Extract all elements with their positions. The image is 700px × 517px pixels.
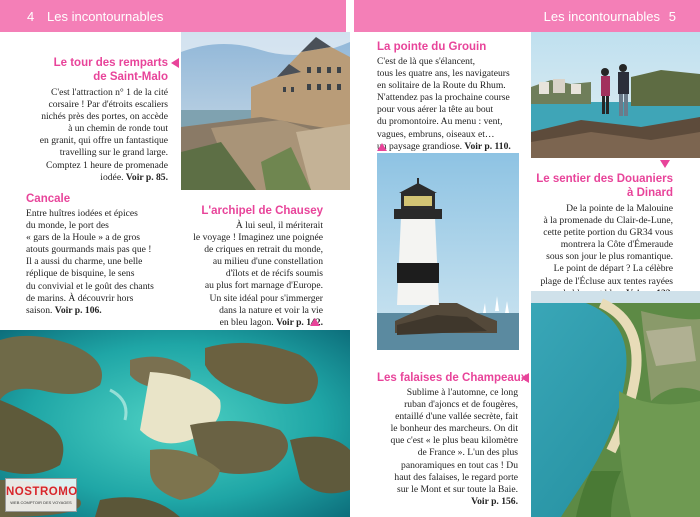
- body-line: haut des falaises, le regard porte: [394, 471, 518, 483]
- body-line: en solitaire de la Route du Rhum.: [377, 80, 506, 92]
- body-line: N'attendez pas la prochaine course: [377, 92, 510, 104]
- saint-malo-ramparts-photo: [181, 32, 350, 190]
- triangle-pointer-left-icon: [521, 373, 529, 383]
- coastal-path-illustration: [531, 32, 700, 158]
- body-line: C'est l'attraction n° 1 de la cité: [50, 87, 168, 98]
- lighthouse-illustration: [377, 153, 519, 350]
- watermark-tagline: WEB COMPTOIR DES VOYAGES: [10, 500, 72, 505]
- body-line: [176, 317, 323, 329]
- body-line: tous les quatre ans, les navigateurs: [377, 68, 510, 80]
- chausey-body: [176, 220, 323, 329]
- body-text: en bleu lagon.: [219, 316, 277, 328]
- body-line: à un chemin de ronde tout: [68, 123, 168, 135]
- body-line: de criques en retrait du monde,: [204, 244, 323, 256]
- body-line: que c'est « le plus beau kilomètre: [390, 435, 518, 447]
- douaniers-title-line2: à Dinard: [626, 187, 673, 199]
- body-line: Le point de départ ? La célèbre: [553, 263, 673, 275]
- body-line: plage de l'Écluse aux tentes rayées: [540, 275, 673, 287]
- body-line: C'est de là que s'élancent,: [377, 56, 476, 67]
- page-reference: Voir p. 156.: [471, 495, 518, 507]
- body-line: en granit, qui offre un fantastique: [39, 135, 168, 147]
- saint-malo-title: [10, 56, 168, 84]
- body-line: le bonheur des marcheurs. On dit: [390, 423, 518, 435]
- body-line: dans la nature et voir la vie: [219, 304, 323, 316]
- right-running-title: Les incontournables: [543, 9, 660, 24]
- body-line: de marins. À découvrir hors: [26, 292, 134, 304]
- page-reference: Voir p. 110.: [464, 140, 511, 152]
- page-reference: Voir p. 106.: [54, 304, 102, 316]
- body-line: Il a aussi du charme, une belle: [26, 256, 143, 268]
- triangle-pointer-down-icon: [660, 160, 670, 168]
- section-saint-malo: [10, 56, 168, 184]
- douaniers-body: [531, 203, 673, 300]
- triangle-pointer-up-icon: [310, 318, 320, 326]
- chausey-title: L'archipel de Chausey: [201, 205, 323, 217]
- body-line: De la pointe de la Malouine: [566, 203, 673, 214]
- body-line: travelling sur le grand large.: [59, 147, 168, 159]
- body-line: sur le Mont et sur toute la Baie.: [397, 483, 518, 495]
- body-line: au plus fort marnage d'Europe.: [204, 280, 323, 292]
- body-line: [26, 305, 186, 317]
- body-line: le voyage ! Imaginez une poignée: [193, 232, 323, 244]
- page-reference: Voir p. 142.: [276, 316, 323, 328]
- douaniers-title: [531, 172, 673, 200]
- triangle-pointer-left-icon: [171, 58, 179, 68]
- ramparts-illustration: [181, 32, 350, 190]
- section-cancale: [26, 192, 186, 317]
- body-line: Entre huîtres iodées et épices: [26, 208, 138, 219]
- body-line: Comptez 1 heure de promenade: [45, 159, 168, 171]
- body-line: Sublime à l'automne, ce long: [406, 387, 518, 398]
- triangle-pointer-up-icon: [377, 143, 387, 151]
- body-text: iodée.: [100, 171, 126, 183]
- body-line: sous son jour le plus romantique.: [546, 251, 673, 263]
- right-header-band: [354, 0, 700, 32]
- douaniers-title-line1: Le sentier des Douaniers: [536, 173, 673, 185]
- body-line: de France ». L'un des plus: [417, 447, 518, 459]
- cancale-title: Cancale: [26, 193, 71, 205]
- body-line: au milieu d'une constellation: [212, 256, 323, 268]
- body-line: [377, 141, 537, 153]
- left-page-number: 4: [27, 9, 35, 24]
- douaniers-hikers-photo: [531, 32, 700, 158]
- page-reference: Voir p. 85.: [125, 171, 168, 183]
- body-line: À lui seul, il mériterait: [235, 220, 323, 231]
- body-line: entaillé d'une vallée secrète, fait: [395, 411, 518, 423]
- body-line: vagues, embruns, oiseaux et…: [377, 128, 495, 140]
- body-line: réplique de bisquine, le sens: [26, 268, 135, 280]
- body-line: du monde, le port des: [26, 220, 109, 232]
- cliffs-illustration: [531, 291, 700, 517]
- right-page-number: 5: [668, 9, 676, 24]
- left-header-band: [0, 0, 346, 32]
- grouin-lighthouse-photo: [377, 153, 519, 350]
- section-douaniers: [531, 172, 673, 300]
- saint-malo-title-line2: de Saint-Malo: [93, 71, 168, 83]
- left-running-title: Les incontournables: [47, 9, 164, 24]
- body-line: [10, 172, 168, 184]
- section-champeaux: [377, 371, 528, 508]
- body-line: pour vous aérer la tête au bout: [377, 104, 494, 116]
- cancale-body: [26, 208, 186, 317]
- body-line: Un site idéal pour s'immerger: [209, 292, 323, 304]
- champeaux-cliffs-photo: [531, 291, 700, 517]
- body-line: du promontoire. Au menu : vent,: [377, 116, 503, 128]
- nostromo-watermark-logo: [5, 478, 77, 512]
- section-chausey: [176, 204, 323, 329]
- body-line: ruban d'ajoncs et de fougères,: [404, 399, 518, 411]
- body-line: « gars de la Houle » a de gros: [26, 232, 141, 244]
- body-line: du convivial et le goût des chants: [26, 280, 154, 292]
- champeaux-title: Les falaises de Champeaux: [377, 372, 528, 384]
- body-line: à la promenade du Clair-de-Lune,: [543, 215, 673, 227]
- body-line: nichés près des portes, on accède: [41, 111, 168, 123]
- body-line: montrera la Côte d'Émeraude: [560, 239, 673, 251]
- champeaux-body: [377, 387, 518, 508]
- section-grouin: [377, 40, 537, 153]
- body-line: atouts gourmands mais pas que !: [26, 244, 152, 256]
- body-line: cette petite portion du GR34 vous: [543, 227, 673, 239]
- grouin-title: La pointe du Grouin: [377, 41, 487, 53]
- body-line: corsaire ! Par d'étroits escaliers: [48, 99, 168, 111]
- body-text: saison.: [26, 304, 55, 316]
- grouin-body: [377, 56, 537, 153]
- saint-malo-title-line1: Le tour des remparts: [53, 57, 168, 69]
- body-text: un paysage grandiose.: [377, 140, 465, 152]
- watermark-brand: NOSTROMO: [6, 486, 78, 498]
- saint-malo-body: [10, 87, 168, 184]
- body-line: panoramiques en tout cas ! Du: [401, 459, 518, 471]
- body-line: d'îlots et de récifs soumis: [225, 268, 323, 280]
